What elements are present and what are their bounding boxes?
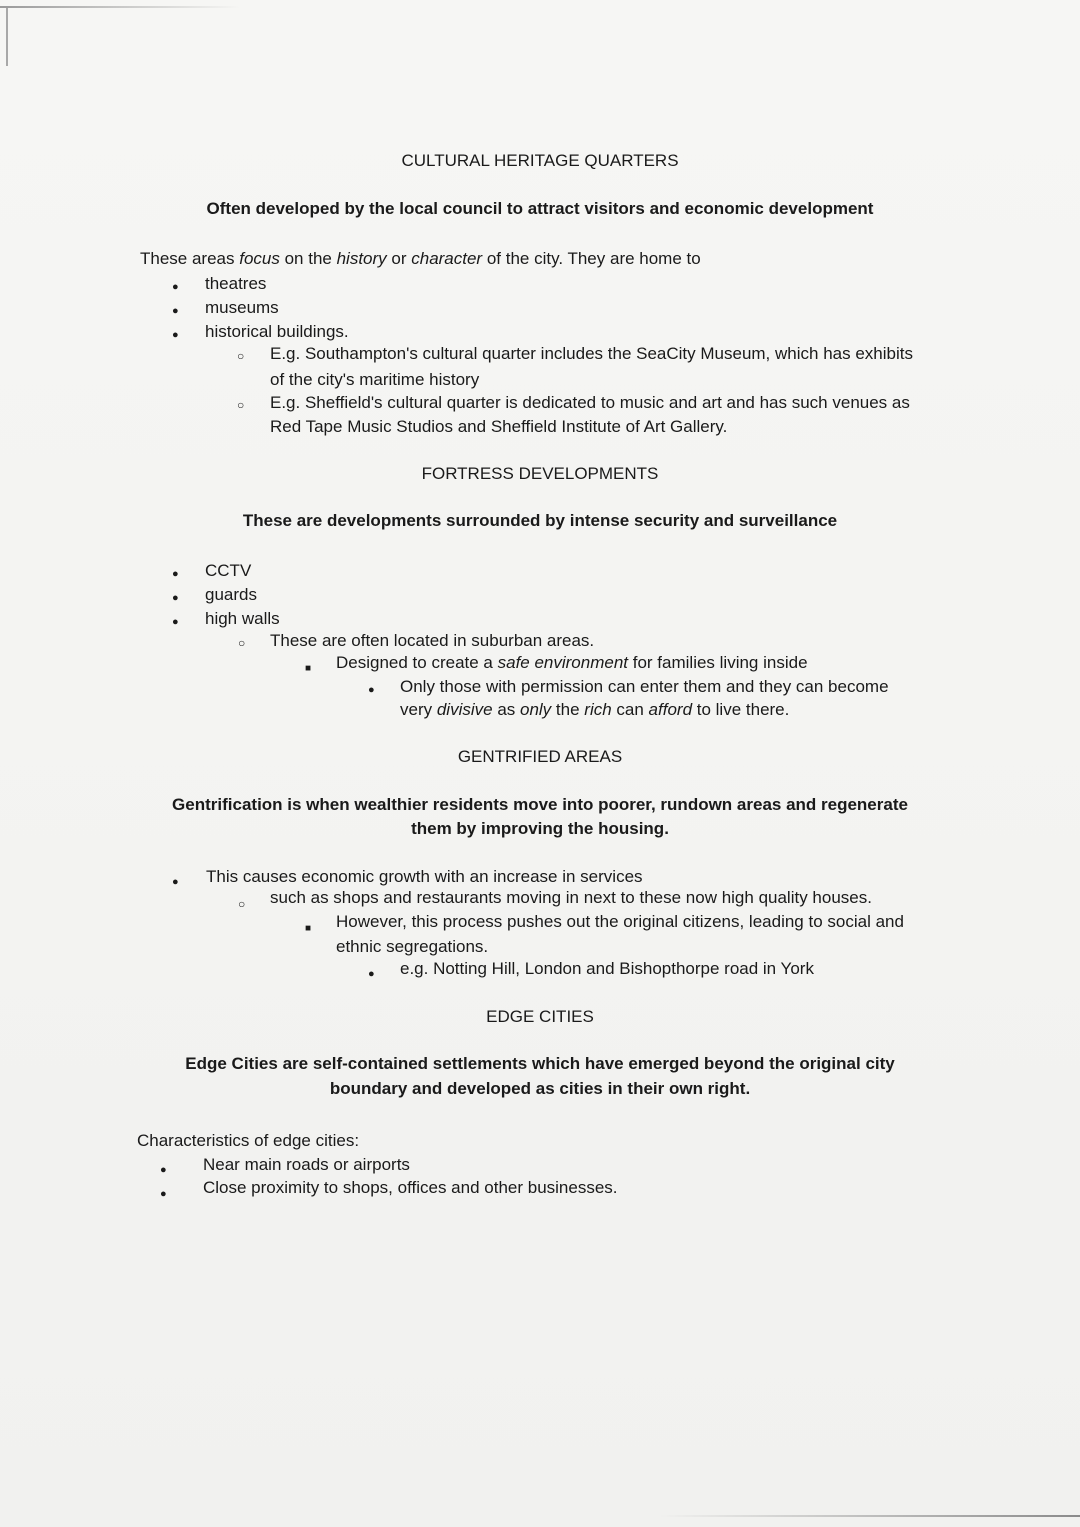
intro-edge: Characteristics of edge cities:	[137, 1131, 360, 1150]
bullet-icon	[172, 274, 179, 298]
example-line: Red Tape Music Studios and Sheffield Institute of Art Gallery.	[270, 417, 728, 436]
list-item: museums	[205, 298, 279, 317]
bullet-icon	[172, 585, 179, 609]
heading-cultural: CULTURAL HERITAGE QUARTERS	[401, 151, 679, 170]
square-bullet-icon	[305, 915, 311, 940]
square-bullet-icon	[305, 655, 311, 680]
intro-cultural: These areas focus on the history or character of the city. They are home to	[140, 249, 701, 268]
bullet-icon	[172, 869, 179, 893]
subheading-edge: Edge Cities are self-contained settlements which have emerged beyond the original city	[185, 1054, 895, 1073]
bullet-icon	[172, 609, 179, 633]
bullet-icon	[368, 961, 375, 985]
sub-item: However, this process pushes out the original citizens, leading to social and	[336, 912, 904, 931]
sub-item: These are often located in suburban areas.	[270, 631, 595, 650]
subheading-edge-continued: boundary and developed as cities in their own right.	[329, 1079, 751, 1098]
sub-item: Only those with permission can enter them and they can become	[400, 677, 889, 696]
heading-fortress: FORTRESS DEVELOPMENTS	[421, 464, 659, 483]
subheading-gentrified-continued: them by improving the housing.	[411, 819, 669, 838]
paper-edge-top	[0, 6, 240, 8]
list-item: high walls	[205, 609, 280, 628]
list-item: Close proximity to shops, offices and other businesses.	[203, 1178, 618, 1197]
bullet-icon	[172, 561, 179, 585]
paper-edge-left	[6, 8, 8, 66]
list-item: guards	[205, 585, 257, 604]
subheading-gentrified: Gentrification is when wealthier residents move into poorer, rundown areas and regenerate	[172, 795, 908, 814]
list-item: theatres	[205, 274, 267, 293]
bullet-icon	[172, 322, 179, 346]
list-item: This causes economic growth with an increase in services	[206, 867, 643, 886]
circle-bullet-icon	[237, 393, 244, 416]
circle-bullet-icon	[237, 344, 244, 367]
sub-item-continued: ethnic segregations.	[336, 937, 489, 956]
subheading-fortress: These are developments surrounded by intense security and surveillance	[242, 511, 838, 530]
sub-item-continued: very divisive as only the rich can afford to live there.	[400, 700, 790, 719]
list-item: CCTV	[205, 561, 252, 580]
example-line: of the city's maritime history	[270, 370, 480, 389]
list-item: Near main roads or airports	[203, 1155, 410, 1174]
bullet-icon	[160, 1157, 167, 1181]
list-item: historical buildings.	[205, 322, 349, 341]
bullet-icon	[160, 1181, 167, 1205]
example-line: E.g. Sheffield's cultural quarter is dedicated to music and art and has such venues as	[270, 393, 910, 412]
paper-edge-bottom	[660, 1515, 1080, 1517]
bullet-icon	[172, 298, 179, 322]
circle-bullet-icon	[238, 892, 245, 915]
heading-edge: EDGE CITIES	[486, 1007, 594, 1026]
sub-item: e.g. Notting Hill, London and Bishopthorpe road in York	[400, 959, 814, 978]
example-line: E.g. Southampton's cultural quarter includes the SeaCity Museum, which has exhibits	[270, 344, 913, 363]
sub-item: Designed to create a safe environment for families living inside	[336, 653, 808, 672]
subheading-cultural: Often developed by the local council to attract visitors and economic development	[206, 199, 874, 218]
heading-gentrified: GENTRIFIED AREAS	[457, 747, 623, 766]
bullet-icon	[368, 677, 375, 701]
sub-item: such as shops and restaurants moving in next to these now high quality houses.	[270, 888, 872, 907]
circle-bullet-icon	[238, 631, 245, 654]
